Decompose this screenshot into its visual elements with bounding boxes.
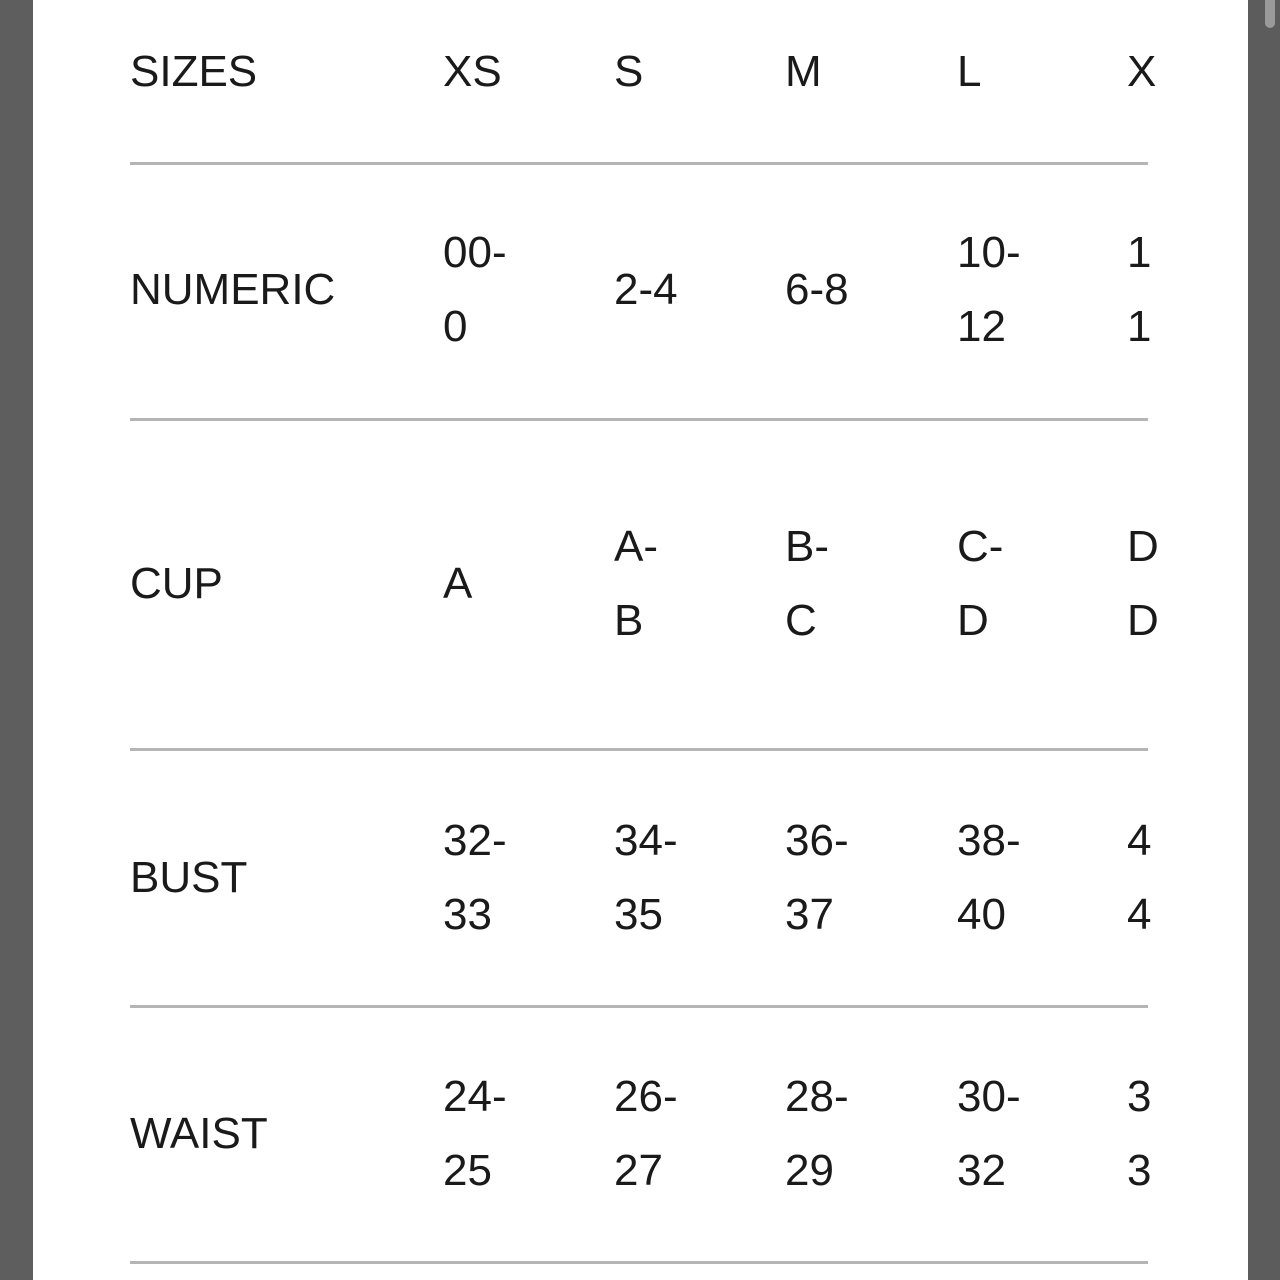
cell-waist-l-line2: 32	[957, 1146, 1006, 1195]
header-cell-m: M	[785, 47, 822, 96]
row-divider	[130, 1261, 1148, 1264]
cell-numeric-xl-line2: 1	[1127, 302, 1152, 351]
row-divider	[130, 748, 1148, 751]
header-cell-l: L	[957, 47, 982, 96]
table-row-numeric	[130, 216, 1152, 366]
cell-cup-xs: A	[443, 559, 473, 608]
cell-numeric-l-line2: 12	[957, 302, 1006, 351]
header-cell-xs: XS	[443, 47, 502, 96]
row-label-numeric: NUMERIC	[130, 265, 336, 314]
cell-waist-m-line2: 29	[785, 1146, 834, 1195]
table-row-cup	[130, 510, 1159, 660]
cell-bust-xs-line1: 32-	[443, 816, 507, 865]
header-row	[130, 35, 1157, 109]
right-margin	[1248, 0, 1280, 1280]
cell-waist-l-line1: 30-	[957, 1072, 1021, 1121]
cell-bust-l-line2: 40	[957, 890, 1006, 939]
cell-waist-m-line1: 28-	[785, 1072, 849, 1121]
cell-numeric-xs-line2: 0	[443, 302, 468, 351]
cell-bust-l-line1: 38-	[957, 816, 1021, 865]
cell-cup-xl-line2: D	[1127, 596, 1159, 645]
cell-cup-s-line2: B	[614, 596, 644, 645]
cell-waist-xl-line2: 3	[1127, 1146, 1152, 1195]
cell-waist-xs-line1: 24-	[443, 1072, 507, 1121]
cell-bust-xl-line2: 4	[1127, 890, 1152, 939]
row-divider	[130, 162, 1148, 165]
cell-bust-m-line1: 36-	[785, 816, 849, 865]
header-cell-xl: X	[1127, 47, 1157, 96]
cell-bust-s-line1: 34-	[614, 816, 678, 865]
row-label-waist: WAIST	[130, 1109, 268, 1158]
header-cell-s: S	[614, 47, 644, 96]
cell-numeric-s: 2-4	[614, 265, 678, 314]
cell-cup-l-line1: C-	[957, 522, 1004, 571]
cell-cup-l-line2: D	[957, 596, 989, 645]
cell-bust-xl-line1: 4	[1127, 816, 1152, 865]
cell-cup-xl-line1: D	[1127, 522, 1159, 571]
row-label-bust: BUST	[130, 853, 248, 902]
table-row-waist	[130, 1060, 1152, 1210]
cell-bust-xs-line2: 33	[443, 890, 492, 939]
size-chart-table	[130, 0, 1159, 1280]
cell-numeric-xs-line1: 00-	[443, 228, 507, 277]
table-row-bust	[130, 804, 1152, 954]
cell-cup-m-line2: C	[785, 596, 817, 645]
cell-bust-m-line2: 37	[785, 890, 834, 939]
cell-cup-s-line1: A-	[614, 522, 658, 571]
cell-waist-s-line1: 26-	[614, 1072, 678, 1121]
scrollbar-thumb[interactable]	[1265, 0, 1275, 28]
cell-numeric-xl-line1: 1	[1127, 228, 1152, 277]
cell-bust-s-line2: 35	[614, 890, 663, 939]
cell-numeric-m: 6-8	[785, 265, 849, 314]
header-label: SIZES	[130, 47, 258, 96]
row-divider	[130, 1005, 1148, 1008]
left-margin	[0, 0, 33, 1280]
row-label-cup: CUP	[130, 559, 223, 608]
cell-cup-m-line1: B-	[785, 522, 829, 571]
row-divider	[130, 418, 1148, 421]
cell-waist-xs-line2: 25	[443, 1146, 492, 1195]
cell-waist-xl-line1: 3	[1127, 1072, 1152, 1121]
cell-numeric-l-line1: 10-	[957, 228, 1021, 277]
size-chart-panel[interactable]	[33, 0, 1248, 1280]
cell-waist-s-line2: 27	[614, 1146, 663, 1195]
